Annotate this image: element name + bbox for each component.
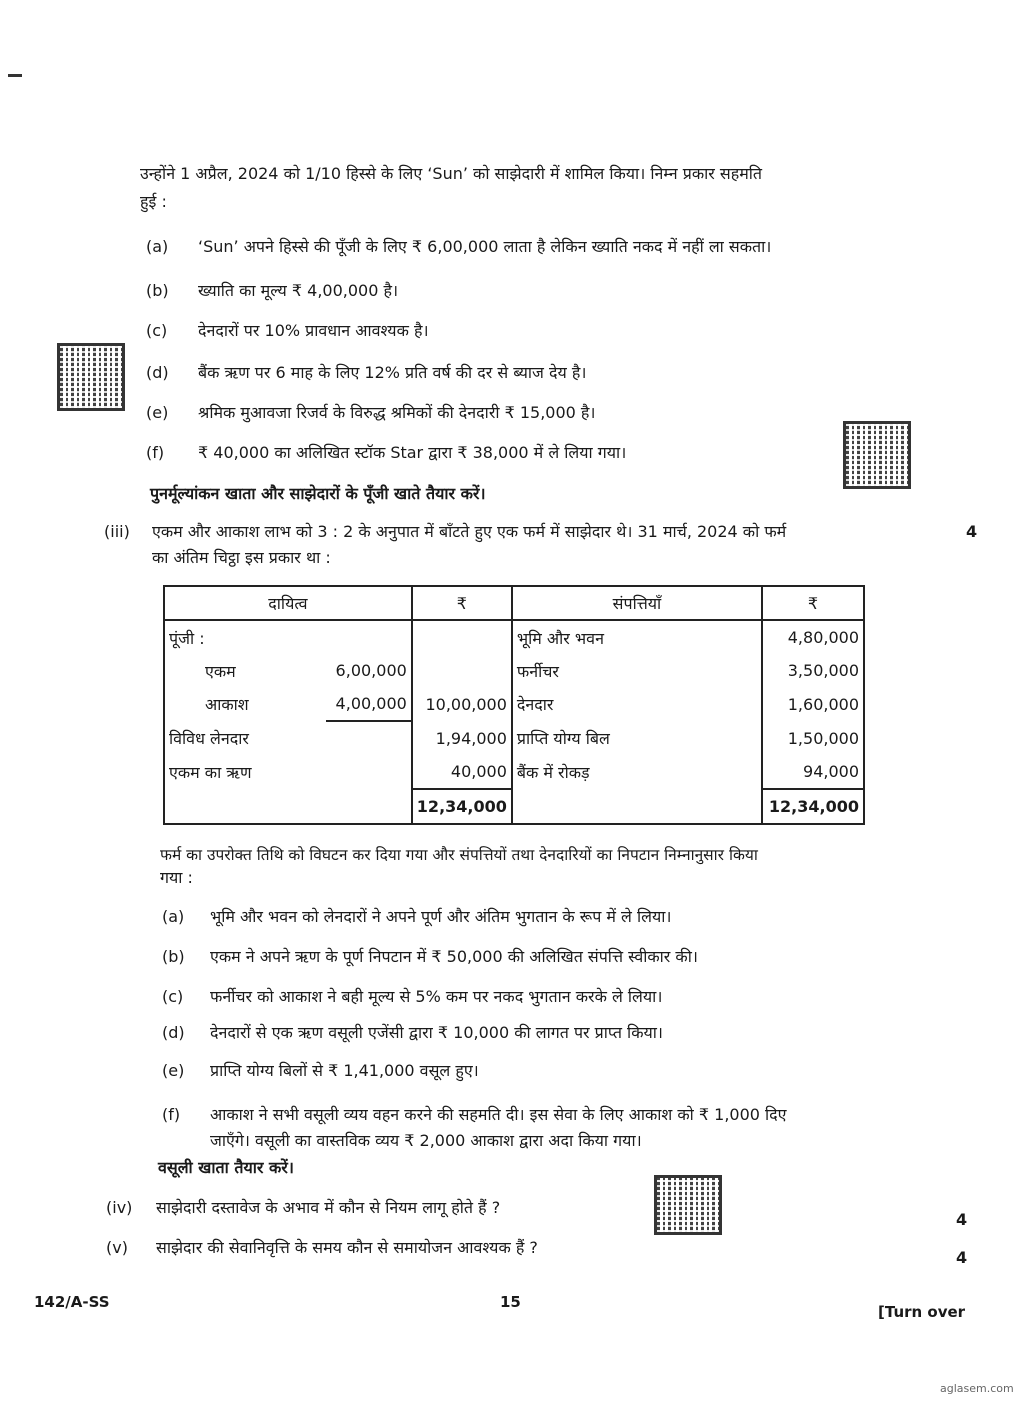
watermark: aglasem.com xyxy=(940,1382,1014,1395)
qr-code-bottom xyxy=(654,1175,722,1235)
header-liabilities: दायित्व xyxy=(164,586,412,620)
scan-mark xyxy=(8,74,22,77)
instruction-realisation: वसूली खाता तैयार करें। xyxy=(158,1158,294,1177)
asset-name: भूमि और भवन xyxy=(512,620,762,654)
loan-label: एकम का ऋण xyxy=(164,755,326,789)
partner-aakash: आकाश xyxy=(164,687,326,721)
loan-amount: 40,000 xyxy=(412,755,512,789)
asset-name: देनदार xyxy=(512,687,762,721)
term2-f-cont: जाएँगे। वसूली का वास्तविक व्यय ₹ 2,000 आकाश द्वारा अदा किया गया। xyxy=(210,1131,642,1150)
asset-amount: 3,50,000 xyxy=(762,654,864,687)
partner-ekam-amount: 6,00,000 xyxy=(335,661,407,680)
asset-name: फर्नीचर xyxy=(512,654,762,687)
q4-number: (iv) xyxy=(106,1198,133,1217)
turn-over: [Turn over xyxy=(878,1303,966,1321)
capital-total: 10,00,000 xyxy=(412,687,512,721)
paper-code: 142/A-SS xyxy=(34,1293,110,1311)
capital-label: पूंजी : xyxy=(164,620,326,654)
q3-number: (iii) xyxy=(104,522,130,541)
assets-total: 12,34,000 xyxy=(762,789,864,824)
q4-marks: 4 xyxy=(956,1210,968,1229)
partner-ekam: एकम xyxy=(164,654,326,687)
qr-code-right xyxy=(843,421,911,489)
q3-line-2: का अंतिम चिट्ठा इस प्रकार था : xyxy=(152,548,331,567)
qr-code-left xyxy=(57,343,125,411)
q4-text: साझेदारी दस्तावेज के अभाव में कौन से नियम लागू होते हैं ? xyxy=(156,1198,501,1217)
dissolution-line-2: गया : xyxy=(160,868,193,887)
asset-amount: 1,60,000 xyxy=(762,687,864,721)
header-assets: संपत्तियाँ xyxy=(512,586,762,620)
asset-name: बैंक में रोकड़ xyxy=(512,755,762,789)
asset-amount: 4,80,000 xyxy=(762,620,864,654)
creditors-label: विविध लेनदार xyxy=(164,721,326,755)
asset-amount: 94,000 xyxy=(762,755,864,789)
q5-number: (v) xyxy=(106,1238,128,1257)
q5-marks: 4 xyxy=(956,1248,968,1267)
header-rupee-2: ₹ xyxy=(762,586,864,620)
asset-amount: 1,50,000 xyxy=(762,721,864,755)
q3-marks: 4 xyxy=(966,522,978,541)
dissolution-line-1: फर्म का उपरोक्त तिथि को विघटन कर दिया गया और संपत्तियों तथा देनदारियों का निपटान निम्नानुसार किया xyxy=(160,846,758,864)
page-number: 15 xyxy=(500,1293,521,1311)
liabilities-total: 12,34,000 xyxy=(412,789,512,824)
intro-line-2: हुई : xyxy=(140,192,167,211)
intro-line-1: उन्होंने 1 अप्रैल, 2024 को 1/10 हिस्से के लिए ‘Sun’ को साझेदारी में शामिल किया। निम्न प्रकार सहमति xyxy=(140,164,763,183)
q3-line-1: एकम और आकाश लाभ को 3 : 2 के अनुपात में बाँटते हुए एक फर्म में साझेदार थे। 31 मार्च, 2024 को फर्म xyxy=(152,522,787,541)
header-rupee-1: ₹ xyxy=(412,586,512,620)
balance-sheet-table xyxy=(163,585,865,825)
instruction-revaluation: पुनर्मूल्यांकन खाता और साझेदारों के पूँजी खाते तैयार करें। xyxy=(150,484,486,503)
asset-name: प्राप्ति योग्य बिल xyxy=(512,721,762,755)
creditors-amount: 1,94,000 xyxy=(412,721,512,755)
q5-text: साझेदार की सेवानिवृत्ति के समय कौन से समायोजन आवश्यक हैं ? xyxy=(156,1238,538,1257)
partner-aakash-amount: 4,00,000 xyxy=(326,687,412,721)
